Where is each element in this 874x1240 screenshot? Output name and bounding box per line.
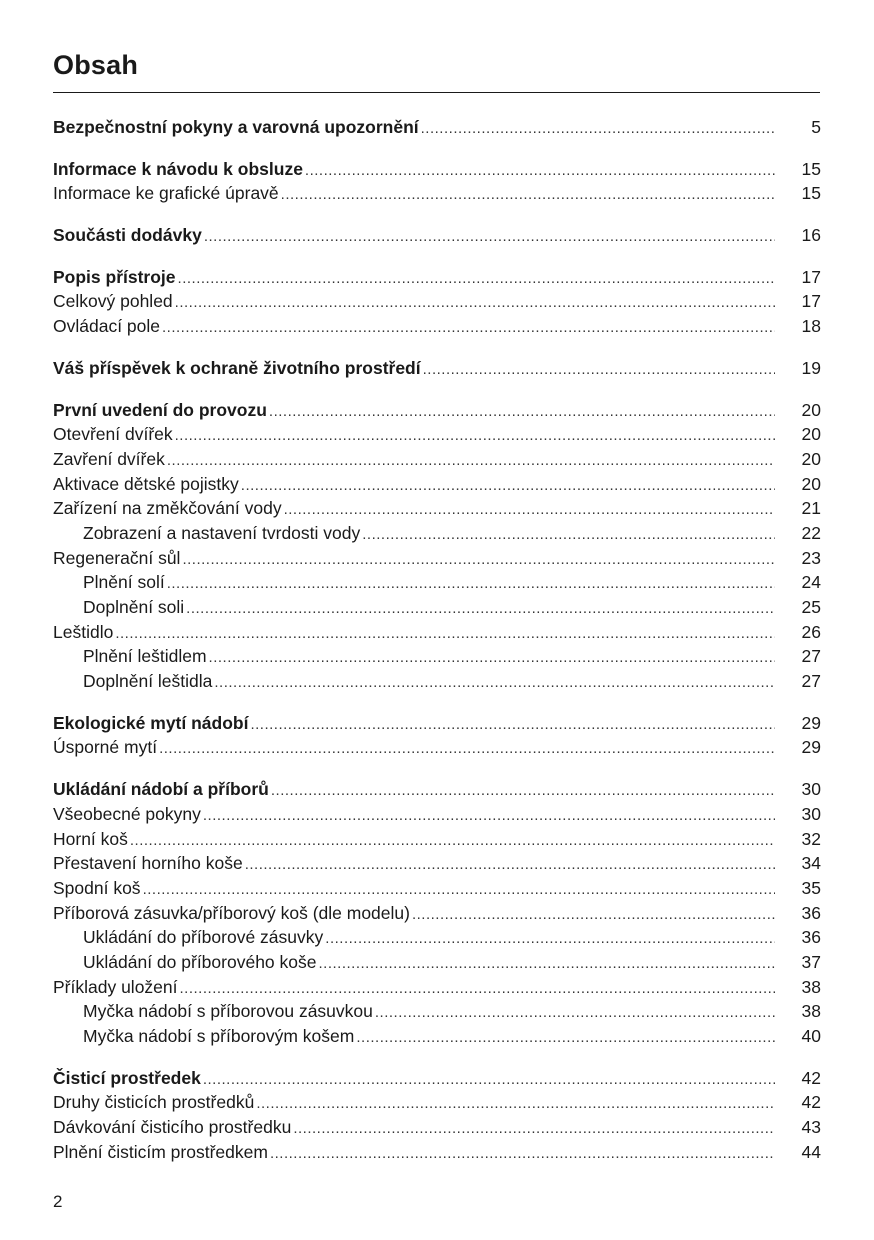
page-number: 2: [53, 1192, 63, 1211]
dot-leader: [305, 159, 775, 184]
toc-section: [53, 157, 821, 206]
toc-entry-page: 42: [801, 1092, 821, 1113]
toc-chapter-entry[interactable]: [53, 1066, 821, 1091]
toc-entry-label: Příklady uložení: [53, 976, 178, 997]
dot-leader: [256, 1092, 775, 1117]
toc-entry-page: 18: [801, 316, 821, 337]
dot-leader: [318, 952, 775, 977]
toc-entry-label: Celkový pohled: [53, 291, 173, 312]
toc-entry-page: 42: [801, 1067, 821, 1088]
toc-entry-page: 37: [801, 951, 821, 972]
toc-entry-page: 22: [801, 522, 821, 543]
toc-entry-label: Úsporné mytí: [53, 737, 158, 758]
dot-leader: [241, 474, 775, 499]
toc-entry-page: 17: [801, 291, 821, 312]
toc-entry-page: 15: [801, 183, 821, 204]
toc-entry-page: 24: [801, 572, 821, 593]
dot-leader: [250, 713, 775, 738]
toc-entry-page: 27: [801, 671, 821, 692]
toc-entry-page: 27: [801, 646, 821, 667]
dot-leader: [180, 977, 775, 1002]
dot-leader: [269, 400, 775, 425]
toc-section: [53, 223, 821, 248]
dot-leader: [362, 523, 775, 548]
toc-entry-label: Ovládací pole: [53, 316, 161, 337]
toc-entry-page: 5: [811, 117, 821, 137]
toc-entry-page: 16: [801, 225, 821, 246]
toc-entry-label: Myčka nádobí s příborovou zásuvkou: [83, 1001, 373, 1022]
toc-section: [53, 265, 821, 339]
toc-entry-label: Zavření dvířek: [53, 448, 165, 469]
toc-entry-label: Přestavení horního koše: [53, 853, 243, 874]
toc-entry-label: Plnění solí: [83, 572, 165, 593]
dot-leader: [175, 291, 775, 316]
toc-entry-label: Váš příspěvek k ochraně životního prostředí: [53, 357, 421, 378]
dot-leader: [143, 878, 775, 903]
toc-entry-label: Otevření dvířek: [53, 424, 173, 445]
toc-entry-label: Druhy čisticích prostředků: [53, 1092, 255, 1113]
toc-entry-label: Ukládání nádobí a příborů: [53, 779, 269, 800]
dot-leader: [325, 927, 775, 952]
toc-entry-page: 20: [801, 448, 821, 469]
dot-leader: [167, 572, 775, 597]
toc-entry[interactable]: [53, 735, 821, 760]
toc-entry-page: 30: [801, 779, 821, 800]
dot-leader: [214, 671, 775, 696]
toc-section: [53, 1066, 821, 1165]
dot-leader: [281, 183, 775, 208]
toc-entry[interactable]: [53, 546, 821, 571]
page-title: Obsah: [53, 50, 139, 80]
toc-entry-label: Doplnění leštidla: [83, 671, 213, 692]
toc-entry-page: 44: [801, 1141, 821, 1162]
toc-chapter-entry[interactable]: [53, 223, 821, 248]
toc-entry-page: 20: [801, 424, 821, 445]
toc-entry-page: 36: [801, 927, 821, 948]
toc-entry[interactable]: [53, 1115, 821, 1140]
toc-entry[interactable]: [53, 447, 821, 472]
dot-leader: [115, 622, 775, 647]
toc-entry-label: Informace ke grafické úpravě: [53, 183, 279, 204]
toc-entry-page: 32: [801, 828, 821, 849]
dot-leader: [186, 597, 775, 622]
toc-entry[interactable]: [53, 876, 821, 901]
toc-entry-page: 34: [801, 853, 821, 874]
toc-entry-page: 40: [801, 1026, 821, 1046]
toc-entry-label: Ukládání do příborového koše: [83, 951, 317, 972]
toc-entry-page: 43: [801, 1117, 821, 1138]
toc-entry[interactable]: [53, 999, 821, 1024]
dot-leader: [356, 1026, 775, 1051]
toc-entry-label: Doplnění soli: [83, 597, 185, 617]
toc-entry-label: Všeobecné pokyny: [53, 803, 201, 824]
toc-entry-label: Horní koš: [53, 828, 128, 849]
toc-entry[interactable]: [53, 644, 821, 669]
toc-entry-label: Leštidlo: [53, 621, 114, 642]
toc-entry[interactable]: [53, 901, 821, 926]
dot-leader: [284, 498, 775, 523]
toc-entry[interactable]: [53, 925, 821, 950]
toc-entry-label: Ekologické mytí nádobí: [53, 712, 249, 733]
toc-entry[interactable]: [53, 1090, 821, 1115]
toc-entry[interactable]: [53, 669, 821, 694]
toc-entry-page: 36: [801, 902, 821, 923]
toc-entry-label: První uvedení do provozu: [53, 399, 267, 420]
toc-chapter-entry[interactable]: [53, 265, 821, 290]
toc-entry-label: Zařízení na změkčování vody: [53, 498, 282, 519]
dot-leader: [412, 903, 775, 928]
dot-leader: [245, 853, 775, 878]
toc-entry-label: Myčka nádobí s příborovým košem: [83, 1026, 355, 1046]
toc-entry[interactable]: [53, 570, 821, 595]
toc-entry-label: Bezpečnostní pokyny a varovná upozornění: [53, 117, 419, 137]
toc-entry-page: 30: [801, 803, 821, 824]
dot-leader: [421, 117, 775, 142]
toc-entry-label: Aktivace dětské pojistky: [53, 473, 239, 494]
dot-leader: [423, 358, 775, 383]
toc-chapter-entry[interactable]: [53, 777, 821, 802]
toc-entry-page: 35: [801, 877, 821, 898]
toc-entry-label: Dávkování čisticího prostředku: [53, 1117, 292, 1138]
toc-entry-page: 25: [801, 597, 821, 617]
toc-entry-page: 19: [801, 357, 821, 378]
toc-entry-label: Ukládání do příborové zásuvky: [83, 927, 324, 948]
toc-entry-page: 21: [801, 498, 821, 519]
toc-chapter-entry[interactable]: [53, 398, 821, 423]
dot-leader: [178, 267, 775, 292]
toc-entry[interactable]: [53, 472, 821, 497]
toc-entry-label: Příborová zásuvka/příborový koš (dle modelu): [53, 902, 410, 923]
dot-leader: [270, 1142, 775, 1167]
dot-leader: [175, 424, 775, 449]
toc-entry[interactable]: [53, 620, 821, 645]
toc-entry-page: 38: [801, 976, 821, 997]
dot-leader: [182, 548, 775, 573]
toc-entry-label: Spodní koš: [53, 877, 141, 898]
toc-entry[interactable]: [53, 975, 821, 1000]
toc-entry[interactable]: [53, 950, 821, 975]
toc-entry-label: Čisticí prostředek: [53, 1067, 201, 1088]
dot-leader: [162, 316, 775, 341]
toc-entry[interactable]: [53, 181, 821, 206]
toc-entry[interactable]: [53, 802, 821, 827]
toc-chapter-entry[interactable]: [53, 711, 821, 736]
toc-chapter-entry[interactable]: [53, 356, 821, 381]
toc-entry[interactable]: [53, 1140, 821, 1165]
toc-entry-label: Plnění leštidlem: [83, 646, 207, 667]
toc-entry[interactable]: [53, 521, 821, 546]
toc-entry[interactable]: [53, 595, 821, 620]
dot-leader: [271, 779, 775, 804]
toc-entry[interactable]: [53, 289, 821, 314]
toc-entry-page: 29: [801, 737, 821, 758]
toc-entry-label: Informace k návodu k obsluze: [53, 158, 303, 179]
toc-entry[interactable]: [53, 422, 821, 447]
toc-entry-label: Popis přístroje: [53, 266, 176, 287]
toc-section: [53, 777, 821, 1049]
table-of-contents: [53, 115, 821, 1181]
toc-section: [53, 711, 821, 760]
toc-entry[interactable]: [53, 827, 821, 852]
toc-entry-page: 20: [801, 399, 821, 420]
toc-entry-label: Součásti dodávky: [53, 225, 202, 246]
toc-entry-page: 23: [801, 547, 821, 568]
dot-leader: [167, 449, 775, 474]
title-divider: [53, 92, 820, 93]
dot-leader: [130, 829, 775, 854]
dot-leader: [159, 737, 775, 762]
dot-leader: [203, 1068, 775, 1093]
toc-chapter-entry[interactable]: [53, 115, 821, 140]
toc-entry-page: 17: [801, 266, 821, 287]
toc-entry-page: 38: [801, 1001, 821, 1022]
toc-entry[interactable]: [53, 1024, 821, 1049]
toc-entry[interactable]: [53, 314, 821, 339]
toc-entry[interactable]: [53, 496, 821, 521]
toc-entry[interactable]: [53, 851, 821, 876]
toc-entry-label: Regenerační sůl: [53, 547, 181, 568]
dot-leader: [203, 804, 775, 829]
dot-leader: [293, 1117, 775, 1142]
dot-leader: [209, 646, 775, 671]
toc-entry-page: 20: [801, 473, 821, 494]
toc-section: [53, 115, 821, 140]
toc-entry-label: Zobrazení a nastavení tvrdosti vody: [83, 522, 361, 543]
toc-entry-label: Plnění čisticím prostředkem: [53, 1141, 268, 1162]
toc-section: [53, 398, 821, 694]
toc-entry-page: 15: [801, 158, 821, 179]
dot-leader: [375, 1001, 775, 1026]
toc-entry-page: 26: [801, 621, 821, 642]
toc-section: [53, 356, 821, 381]
dot-leader: [204, 225, 775, 250]
toc-entry-page: 29: [801, 712, 821, 733]
toc-chapter-entry[interactable]: [53, 157, 821, 182]
